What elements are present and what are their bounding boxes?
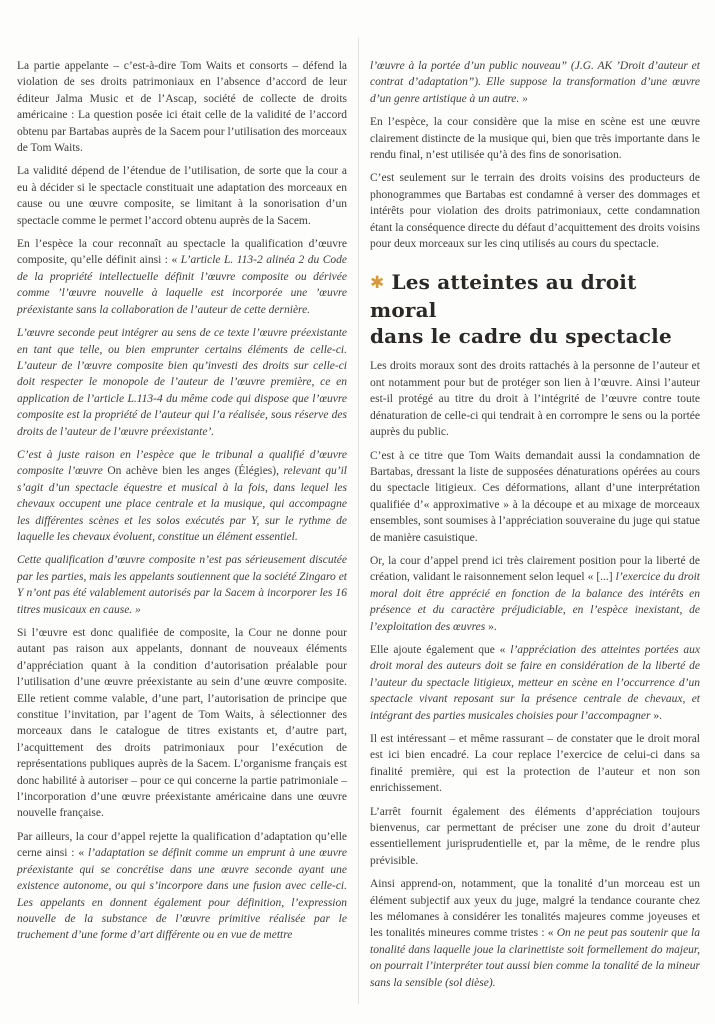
- body-text: En l’espèce la cour reconnaît au spectacle la qualification d’œuvre composite, qu’elle définit ainsi : «: [17, 238, 347, 267]
- paragraph: [370, 358, 700, 440]
- body-text: C’est à ce titre que Tom Waits demandait aussi la condamnation de Bartabas, dressant la liste de supposées dénaturations opérées au cours du spectacle litigieux. Ces déformations, allant d’une interprétation qualifiée d’« approximative » à la découpe et au mixage de morceaux ensembles, sont soumises à l’appréciation souveraine du juge qui statue de manière casuistique.: [370, 449, 700, 544]
- paragraph: [17, 829, 347, 944]
- paragraph: [17, 625, 347, 822]
- body-text: Ainsi apprend-on, notamment, que la tonalité d’un morceau est un élément subjectif aux yeux du juge, malgré la tendance courante chez les mélomanes à considérer les tonalités majeures comme joyeuses et les tonalités mineures comme tristes : «: [370, 878, 700, 940]
- paragraph: [370, 731, 700, 797]
- quote-text: l’exercice du droit moral doit être apprécié en fonction de la balance des intérêts en présence et du caractère préjudiciable, en l’espèce inexistant, de l’exploitation des œuvres: [370, 571, 700, 633]
- body-text: Si l’œuvre est donc qualifiée de composite, la Cour ne donne pour autant pas raison aux appelants, donnant de nouveaux éléments d’appréciation quant à la condition d’autorisation préalable pour l’utilisation d’une œuvre préexistante au sein d’une œuvre composite. Elle retient comme valable, d’une part, l’autorisation de principe que constitue l’invitation, par l’agent de Tom Waits, à sélectionner des morceaux dans le catalogue de titres existants et, d’autre part, l’acquittement des droits patrimoniaux pour l’exécution de représentations publiques auprès de la Sacem. L’organisme français est donc habilité à autoriser – pour ce qui concerne la partie patrimoniale – l’incorporation d’une œuvre préexistante américaine dans une œuvre nouvelle française.: [17, 627, 347, 820]
- paragraph: [370, 553, 700, 635]
- section-heading-line: dans le cadre du spectacle: [370, 324, 672, 349]
- column-gutter: [347, 38, 370, 1004]
- body-text: Elle ajoute également que «: [370, 643, 511, 656]
- quote-text: l’œuvre à la portée d’un public nouveau” (J.G. AK ’Droit d’auteur et contrat d’adaptation”). Elle suppose la transformation d’une œuvre d’un genre artistique à un autre. »: [370, 60, 700, 105]
- paragraph: [17, 447, 347, 545]
- left-column: [17, 58, 347, 994]
- section-heading-line: Les atteintes au droit moral: [370, 270, 637, 323]
- body-text: Les droits moraux sont des droits rattachés à la personne de l’auteur et ont notamment pour but de protéger son lien à l’œuvre. Ainsi l’auteur est-il protégé au titre du droit à l’intégrité de l’œuvre contre toute dénaturation de celle-ci qui tendrait à en corrompre le sens ou la portée auprès du public.: [370, 360, 700, 439]
- paragraph: [370, 804, 700, 870]
- quote-text: C’est à juste raison en l’espèce que le tribunal a qualifié d’œuvre composite l’œuvre: [17, 448, 347, 478]
- paragraph: [370, 114, 700, 163]
- paragraph: [370, 170, 700, 252]
- quote-text: On ne peut pas soutenir que la tonalité dans laquelle joue la clarinettiste soit formellement do majeur, on pourrait l’interpréter tout aussi bien comme la tonalité de la mineur sans la sensible (sol dièse).: [370, 927, 701, 989]
- paragraph: [370, 448, 700, 546]
- paragraph: [370, 58, 700, 107]
- paragraph: [17, 236, 347, 318]
- section-heading: [370, 269, 700, 349]
- body-text: Or, la cour d’appel prend ici très clairement position pour la liberté de création, validant le raisonnement selon lequel « [...]: [370, 554, 700, 584]
- paragraph: [370, 876, 700, 991]
- body-text: La partie appelante – c’est-à-dire Tom Waits et consorts – défend la violation de ses droits patrimoniaux en l’absence d’accord de leur éditeur Jalma Music et de l’Ascap, société de collecte de droits américaine : La question posée ici était celle de la validité de l’accord obtenu par Bartabas auprès de la Sacem pour l’utilisation des morceaux de Tom Waits.: [17, 60, 347, 155]
- body-text: En l’espèce, la cour considère que la mise en scène est une œuvre clairement distincte de la musique qui, bien que très importante dans le rendu final, n’est utilisée qu’à des fins de sonorisation.: [370, 116, 700, 162]
- body-text: La validité dépend de l’étendue de l’utilisation, de sorte que la cour a eu à décider si le spectacle constituait une adaptation des morceaux en cause ou une œuvre composite, se limitant à la sonorisation d’un spectacle comme le permet l’accord obtenu auprès de la Sacem.: [17, 165, 347, 227]
- body-text: On achève bien les anges (Élégies),: [107, 465, 279, 478]
- paragraph: [17, 163, 347, 229]
- quote-text: relevant qu’il s’agit d’un spectacle équestre et musical à la fois, dans lequel les chevaux occupent une place centrale et la musique, qui accompagne les différentes scènes et les solos exécutés par Y, sur le rythme de laquelle les chevaux évoluent, constitue un élément essentiel.: [17, 465, 347, 543]
- body-text: Il est intéressant – et même rassurant – de constater que le droit moral est ici bien encadré. La cour replace l’exercice de celui-ci dans sa finalité première, qui est la protection de l’auteur et non son enrichissement.: [370, 733, 700, 795]
- paragraph: [17, 325, 347, 440]
- asterisk-icon: ✱: [370, 273, 385, 294]
- column-divider: [358, 38, 359, 1004]
- quote-text: l’appréciation des atteintes portées aux droit moral des auteurs doit se faire en considération de la liberté de l’auteur du spectacle litigieux, metteur en scène en l’occurrence d’un spectacle vivant reposant sur la présence centrale de chevaux, et intégrant des parties musicales choisies pour l’accompagner: [370, 643, 701, 722]
- quote-text: L’article L. 113-2 alinéa 2 du Code de la propriété intellectuelle définit l’œuvre composite ou dérivée comme ’l’œuvre nouvelle à laquelle est incorporée une ’œuvre préexistante sans la collaboration de l’auteur de cette dernière.: [17, 254, 347, 316]
- body-text: L’arrêt fournit également des éléments d’appréciation toujours bienvenus, car permettant de préciser une zone du droit d’auteur essentiellement jurisprudentielle et, par la même, de le rendre plus prévisible.: [370, 805, 700, 867]
- body-text: ».: [485, 620, 497, 633]
- right-column: [370, 58, 700, 994]
- quote-text: L’œuvre seconde peut intégrer au sens de ce texte l’œuvre préexistante en tant que telle, ou bien emprunter certains éléments de celle-ci. L’auteur de l’œuvre composite bien qu’investi des droits sur celle-ci doit respecter le monopole de l’auteur de l’œuvre première, ce en application de l’article L.113-4 du même code qui dispose que l’œuvre composite est la propriété de l’auteur qui l’a réalisée, sous réserve des droits de l’auteur de l’œuvre préexistante’.: [17, 327, 347, 438]
- paragraph: [17, 552, 347, 618]
- body-text: Par ailleurs, la cour d’appel rejette la qualification d’adaptation qu’elle cerne ainsi : «: [17, 830, 347, 860]
- body-text: C’est seulement sur le terrain des droits voisins des producteurs de phonogrammes que Bartabas est condamné à verser des dommages et intérêts pour violation des droits patrimoniaux, cette condamnation étant la conséquence directe du défaut d’acquittement des droits voisins pour deux morceaux sur les cinq utilisés au cours du spectacle.: [370, 172, 700, 251]
- body-text: ».: [650, 709, 662, 722]
- quote-text: l’adaptation se définit comme un emprunt à une œuvre préexistante qui se concrétise dans une œuvre seconde ayant une existence autonome, ou qui s’incorpore dans une fusion avec celle-ci. Les appelants en donnent également pour définition, l’expression nouvelle de la substance de l’œuvre primitive réalisée par le truchement d’une forme d’art différente ou en vue de mettre: [17, 847, 347, 942]
- paragraph: [370, 642, 700, 724]
- quote-text: Cette qualification d’œuvre composite n’est pas sérieusement discutée par les parties, mais les appelants soutiennent que la société Zingaro et Y n’ont pas été valablement autorisés par la Sacem à incorporer les 16 titres musicaux en cause. »: [17, 554, 347, 616]
- paragraph: [17, 58, 347, 156]
